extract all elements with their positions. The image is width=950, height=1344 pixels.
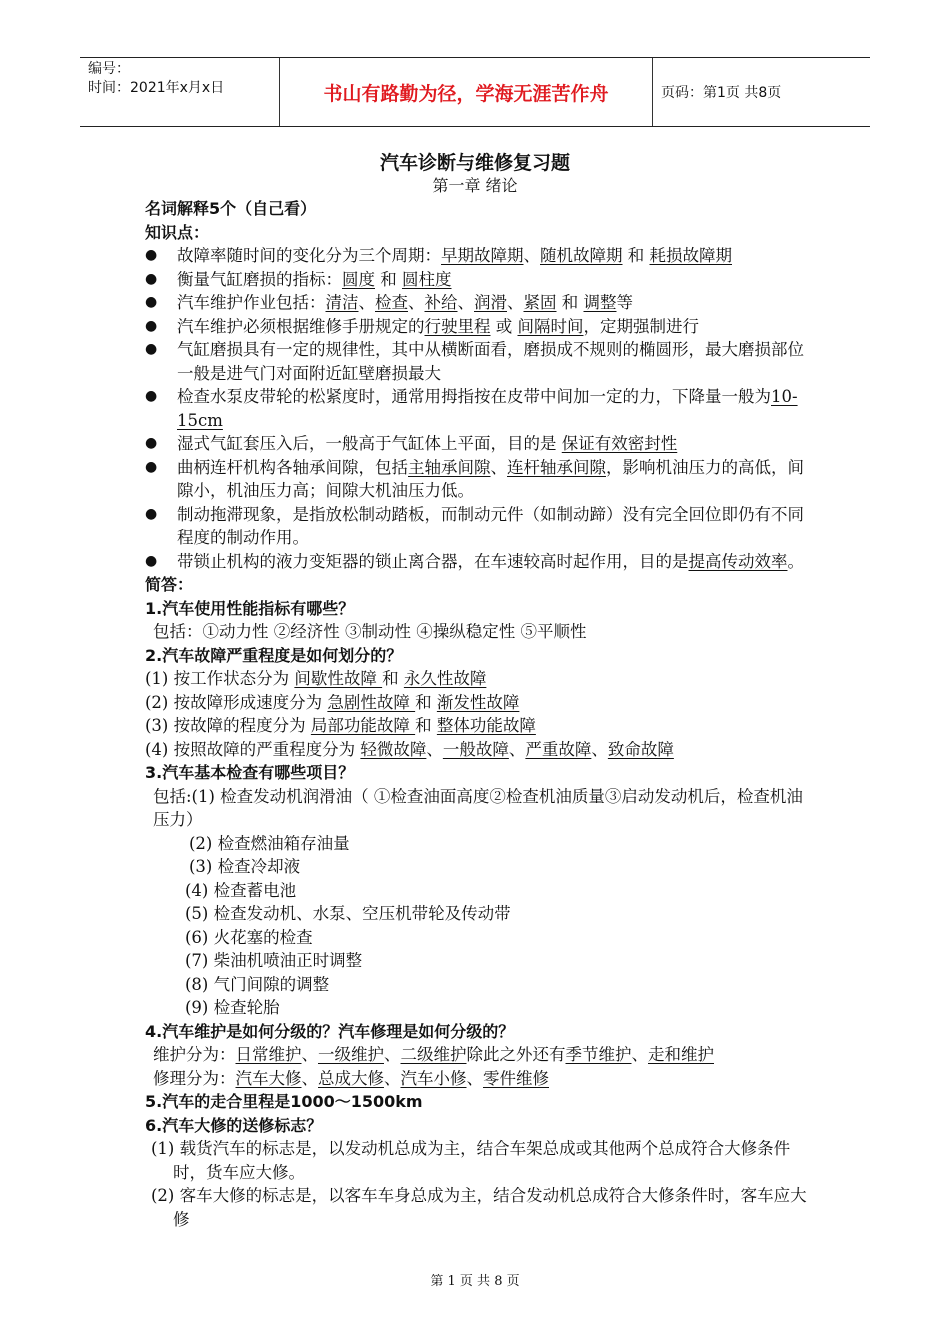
question-4: 4.汽车维护是如何分级的？汽车修理是如何分级的？ xyxy=(145,1021,515,1041)
knowledge-item: ● 制动拖滞现象，是指放松制动踏板，而制动元件（如制动蹄）没有完全回位即仍有不同程度的制动作用。 xyxy=(145,504,804,547)
answer-3-item: (9) 检查轮胎 xyxy=(185,998,280,1017)
bullet-icon: ● xyxy=(145,552,158,569)
question-1: 1.汽车使用性能指标有哪些？ xyxy=(145,598,355,618)
answer-1: 包括：①动力性 ②经济性 ③制动性 ④操纵稳定性 ⑤平顺性 xyxy=(153,622,587,641)
question-2: 2.汽车故障严重程度是如何划分的？ xyxy=(145,645,403,665)
answer-6-item: (2) 客车大修的标志是，以客车车身总成为主，结合发动机总成符合大修条件时，客车应大修 xyxy=(151,1186,807,1229)
page-header xyxy=(80,57,870,127)
bullet-icon: ● xyxy=(145,505,158,522)
knowledge-item: ● 汽车维护必须根据维修手册规定的行驶里程 或 间隔时间，定期强制进行 xyxy=(145,315,817,339)
answer-3-item: (7) 柴油机喷油正时调整 xyxy=(185,951,363,970)
document-number-label: 编号： xyxy=(88,61,130,77)
answer-2-item: (3) 按故障的程度分为 局部功能故障 和 整体功能故障 xyxy=(145,716,536,735)
header-motto: 书山有路勤为径，学海无涯苦作舟 xyxy=(280,58,653,126)
bullet-icon: ● xyxy=(145,435,158,451)
knowledge-item: ● 曲柄连杆机构各轴承间隙，包括主轴承间隙、连杆轴承间隙，影响机油压力的高低，间隙小，机油压力高；间隙大机油压力低。 xyxy=(145,457,804,500)
header-meta xyxy=(80,58,280,126)
chapter-title: 第一章 绪论 xyxy=(432,176,518,195)
question-3: 3.汽车基本检查有哪些项目？ xyxy=(145,763,355,782)
knowledge-heading: 知识点： xyxy=(145,222,210,242)
knowledge-item: ● 气缸磨损具有一定的规律性，其中从横断面看，磨损成不规则的椭圆形，最大磨损部位一般是进气门对面附近缸壁磨损最大 xyxy=(145,340,804,383)
bullet-icon: ● xyxy=(145,270,158,287)
answer-4-maintenance: 维护分为：日常维护、一级维护、二级维护除此之外还有季节维护、走和维护 xyxy=(153,1045,714,1064)
bullet-icon: ● xyxy=(145,388,158,404)
question-6: 6.汽车大修的送修标志？ xyxy=(145,1115,323,1135)
bullet-icon: ● xyxy=(145,458,158,475)
question-5: 5.汽车的走合里程是1000～1500km xyxy=(145,1092,423,1111)
header-page-info: 页码：第1页 共8页 xyxy=(661,85,782,101)
document-body xyxy=(145,197,817,1231)
answer-3-item: (2) 检查燃油箱存油量 xyxy=(189,833,350,853)
answer-3-item: (4) 检查蓄电池 xyxy=(185,880,297,900)
answer-3-item: (5) 检查发动机、水泵、空压机带轮及传动带 xyxy=(185,904,511,923)
bullet-icon: ● xyxy=(145,341,158,357)
answer-3-item: (8) 气门间隙的调整 xyxy=(185,974,330,994)
document-time: 时间：2021年x月x日 xyxy=(88,80,225,96)
bullet-icon: ● xyxy=(145,294,158,310)
answer-2-item: (2) 按故障形成速度分为 急剧性故障 和 渐发性故障 xyxy=(145,692,520,712)
knowledge-item: ● 湿式气缸套压入后，一般高于气缸体上平面，目的是 保证有效密封性 xyxy=(145,432,817,456)
knowledge-item: ● 带锁止机构的液力变矩器的锁止离合器，在车速较高时起作用，目的是提高传动效率。 xyxy=(145,550,817,574)
bullet-icon: ● xyxy=(145,247,158,263)
page-footer: 第 1 页 共 8 页 xyxy=(430,1274,520,1289)
answer-2-item: (1) 按工作状态分为 间歇性故障 和 永久性故障 xyxy=(145,669,487,688)
qa-heading: 简答： xyxy=(145,575,194,594)
knowledge-item: ● 衡量气缸磨损的指标：圆度 和 圆柱度 xyxy=(145,268,817,292)
answer-3-item: (3) 检查冷却液 xyxy=(189,857,301,876)
document-title: 汽车诊断与维修复习题 xyxy=(379,152,570,174)
answer-6-item: (1) 载货汽车的标志是，以发动机总成为主，结合车架总成或其他两个总成符合大修条件时，货车应大修。 xyxy=(151,1139,791,1182)
knowledge-item: ● 汽车维护作业包括：清洁、检查、补给、润滑、紧固 和 调整等 xyxy=(145,291,817,315)
terms-heading: 名词解释5个（自己看） xyxy=(145,199,317,218)
answer-2-item: (4) 按照故障的严重程度分为 轻微故障、一般故障、严重故障、致命故障 xyxy=(145,739,674,759)
answer-3-first: 包括:(1) 检查发动机润滑油（ ①检查油面高度②检查机油质量③启动发动机后，检查机油压力） xyxy=(153,786,803,829)
answer-4-repair: 修理分为：汽车大修、总成大修、汽车小修、零件维修 xyxy=(153,1068,549,1088)
bullet-icon: ● xyxy=(145,317,158,334)
knowledge-item: ● 检查水泵皮带轮的松紧度时，通常用拇指按在皮带中间加一定的力，下降量一般为10-15cm xyxy=(145,387,798,430)
knowledge-item: ● 故障率随时间的变化分为三个周期：早期故障期、随机故障期 和 耗损故障期 xyxy=(145,244,817,268)
answer-3-item: (6) 火花塞的检查 xyxy=(185,927,313,947)
